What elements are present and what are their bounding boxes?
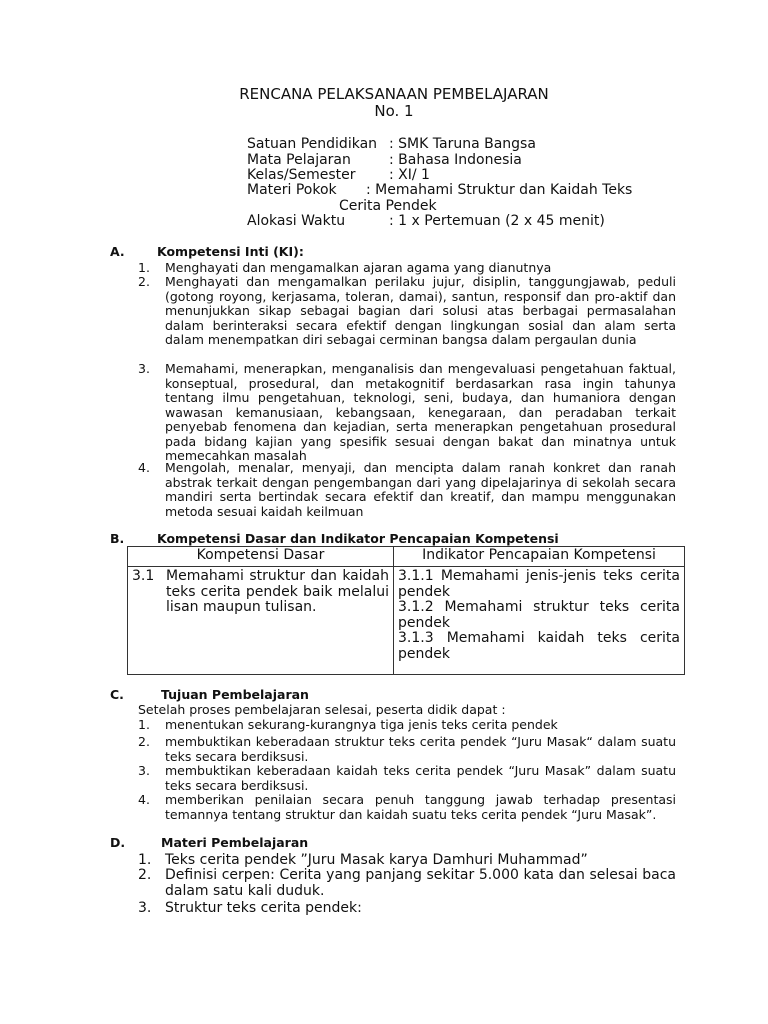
materi-label: Materi Pokok	[247, 182, 337, 198]
materi-item-1-text: Teks cerita pendek ”Juru Masak karya Damhuri Muhammad”	[165, 852, 588, 868]
identity-mapel	[247, 152, 522, 168]
alokasi-label: Alokasi Waktu	[247, 213, 346, 229]
table-header-row	[128, 547, 685, 567]
kd-text: Memahami struktur dan kaidah teks cerita pendek baik melalui lisan maupun tulisan.	[166, 568, 389, 615]
ki-item-1-num: 1.	[138, 260, 150, 275]
materi-item-2	[138, 867, 676, 899]
section-a-letter: A.	[110, 244, 125, 259]
kelas-label: Kelas/Semester	[247, 167, 356, 183]
ki-item-3-num: 3.	[138, 361, 150, 376]
ki-item-4-text: Mengolah, menalar, menyaji, dan mencipta dalam ranah konkret dan ranah abstrak terkait dengan pengembangan dari yang dipelajarinya di sekolah secara mandiri serta bertindak secara efektif dan kreatif, dan mampu menggunakan metoda sesuai kaidah keilmuan	[165, 460, 676, 519]
materi-item-1	[138, 852, 676, 868]
kd-cell	[128, 567, 394, 675]
tujuan-item-2-num: 2.	[138, 734, 150, 749]
alokasi-value: : 1 x Pertemuan (2 x 45 menit)	[389, 213, 605, 229]
section-c-title: Tujuan Pembelajaran	[161, 687, 309, 702]
materi-item-3	[138, 900, 676, 916]
ki-item-2	[138, 275, 676, 348]
ki-item-1-text: Menghayati dan mengamalkan ajaran agama yang dianutnya	[165, 260, 552, 275]
identity-satuan	[247, 136, 536, 152]
section-b-title: Kompetensi Dasar dan Indikator Pencapaian Kompetensi	[157, 531, 559, 546]
kd-number: 3.1	[132, 568, 155, 584]
tujuan-item-4-text: memberikan penilaian secara penuh tanggung jawab terhadap presentasi temannya tentang struktur dan kaidah suatu teks cerita pendek “Juru Masak”.	[165, 792, 676, 822]
materi-item-2-text: Definisi cerpen: Cerita yang panjang sekitar 5.000 kata dan selesai baca dalam satu kali duduk.	[165, 867, 676, 899]
tujuan-item-1	[138, 718, 676, 733]
tujuan-item-4-num: 4.	[138, 792, 150, 807]
ki-item-3-text: Memahami, menerapkan, menganalisis dan mengevaluasi pengetahuan faktual, konseptual, prosedural, dan metakognitif berdasarkan rasa ingin tahunya tentang ilmu pengetahuan, teknologi, seni, budaya, dan humaniora dengan wawasan kemanusiaan, kebangsaan, kenegaraan, dan peradaban terkait penyebab fenomena dan kejadian, serta menerapkan pengetahuan prosedural pada bidang kajian yang spesifik sesuai dengan bakat dan minatnya untuk memecahkan masalah	[165, 361, 676, 463]
col-kompetensi-dasar-header: Kompetensi Dasar	[128, 547, 394, 567]
tujuan-item-1-num: 1.	[138, 717, 150, 732]
indicator-item: 3.1.2 Memahami struktur teks cerita pendek	[398, 599, 680, 631]
satuan-label: Satuan Pendidikan	[247, 136, 378, 152]
section-d-letter: D.	[110, 835, 126, 850]
ki-item-2-text: Menghayati dan mengamalkan perilaku jujur, disiplin, tanggungjawab, peduli (gotong royong, kerjasama, toleran, damai), santun, responsif dan pro-aktif dan menunjukkan sikap sebagai bagian dari solusi atas berbagai permasalahan dalam berinteraksi secara efektif dengan lingkungan sosial dan alam serta dalam menempatkan diri sebagai cerminan bangsa dalam pergaulan dunia	[165, 274, 676, 347]
tujuan-item-4	[138, 793, 676, 822]
mapel-value: : Bahasa Indonesia	[389, 152, 522, 168]
tujuan-item-3	[138, 764, 676, 793]
section-a-title: Kompetensi Inti (KI):	[157, 244, 304, 259]
section-c-intro: Setelah proses pembelajaran selesai, peserta didik dapat :	[138, 702, 506, 717]
materi-item-3-text: Struktur teks cerita pendek:	[165, 900, 362, 916]
document-number: No. 1	[374, 102, 414, 120]
tujuan-item-2	[138, 735, 676, 764]
tujuan-item-3-text: membuktikan keberadaan kaidah teks cerita pendek “Juru Masak” dalam suatu teks secara berdiksusi.	[165, 763, 676, 793]
mapel-label: Mata Pelajaran	[247, 152, 351, 168]
tujuan-item-3-num: 3.	[138, 763, 150, 778]
materi-item-3-num: 3.	[138, 900, 152, 916]
indicator-item: 3.1.3 Memahami kaidah teks cerita pendek	[398, 630, 680, 662]
ki-item-4	[138, 461, 676, 519]
identity-alokasi	[247, 213, 605, 229]
tujuan-item-2-text: membuktikan keberadaan struktur teks cerita pendek “Juru Masak“ dalam suatu teks secara berdiksusi.	[165, 734, 676, 764]
section-b-letter: B.	[110, 531, 125, 546]
satuan-value: : SMK Taruna Bangsa	[389, 136, 536, 152]
section-d-title: Materi Pembelajaran	[161, 835, 309, 850]
ki-item-3	[138, 362, 676, 464]
ki-item-2-num: 2.	[138, 274, 150, 289]
table-row	[128, 567, 685, 675]
materi-item-2-num: 2.	[138, 867, 152, 883]
ki-item-4-num: 4.	[138, 460, 150, 475]
indicator-item: 3.1.1 Memahami jenis-jenis teks cerita pendek	[398, 568, 680, 600]
identity-kelas	[247, 167, 430, 183]
col-indikator-header: Indikator Pencapaian Kompetensi	[394, 547, 685, 567]
materi-value: : Memahami Struktur dan Kaidah Teks	[366, 182, 633, 198]
identity-materi	[247, 182, 633, 198]
tujuan-item-1-text: menentukan sekurang-kurangnya tiga jenis teks cerita pendek	[165, 717, 558, 732]
kompetensi-table	[127, 546, 685, 675]
document-title: RENCANA PELAKSANAAN PEMBELAJARAN	[239, 85, 549, 103]
kelas-value: : XI/ 1	[389, 167, 430, 183]
indicator-cell	[394, 567, 685, 675]
section-c-letter: C.	[110, 687, 124, 702]
materi-value-cont: Cerita Pendek	[339, 198, 437, 214]
materi-item-1-num: 1.	[138, 852, 152, 868]
